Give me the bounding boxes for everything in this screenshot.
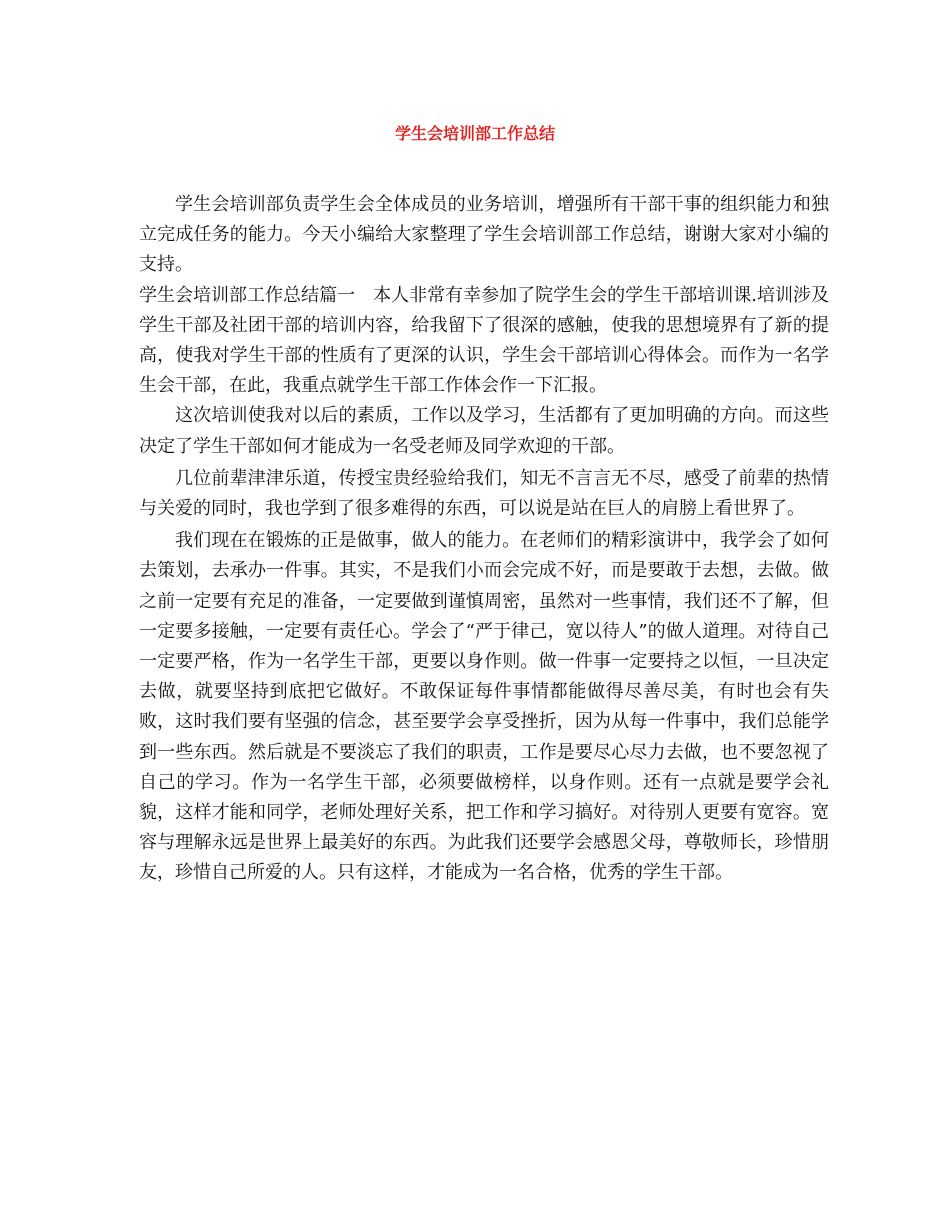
section-paragraph-1 (139, 281, 829, 402)
section-heading: 学生会培训部工作总结篇一 (139, 284, 356, 306)
paragraph-2: 这次培训使我对以后的素质，工作以及学习，生活都有了更加明确的方向。而这些决定了学生干部如何才能成为一名受老师及同学欢迎的干部。 (139, 405, 829, 457)
section-paragraph-1-text: 本人非常有幸参加了院学生会的学生干部培训课.培训涉及学生干部及社团干部的培训内容，给我留下了很深的感触，使我的思想境界有了新的提高，使我对学生干部的性质有了更深的认识，学生会干部培训心得体会。而作为一名学生会干部，在此，我重点就学生干部工作体会作一下汇报。 (139, 284, 829, 397)
document-title: 学生会培训部工作总结 (394, 124, 555, 143)
document-body (139, 190, 829, 889)
intro-paragraph: 学生会培训部负责学生会全体成员的业务培训，增强所有干部干事的组织能力和独立完成任务的能力。今天小编给大家整理了学生会培训部工作总结，谢谢大家对小编的支持。 (139, 194, 829, 276)
paragraph-4: 我们现在在锻炼的正是做事，做人的能力。在老师们的精彩演讲中，我学会了如何去策划，去承办一件事。其实，不是我们小而会完成不好，而是要敢于去想，去做。做之前一定要有充足的准备，一定要做到谨慎周密，虽然对一些事情，我们还不了解，但一定要多接触，一定要有责任心。学会了“严于律己，宽以待人”的做人道理。对待自己一定要严格，作为一名学生干部，更要以身作则。做一件事一定要持之以恒，一旦决定去做，就要坚持到底把它做好。不敢保证每件事情都能做得尽善尽美，有时也会有失败，这时我们要有坚强的信念，甚至要学会享受挫折，因为从每一件事中，我们总能学到一些东西。然后就是不要淡忘了我们的职责，工作是要尽心尽力去做，也不要忽视了自己的学习。作为一名学生干部，必须要做榜样，以身作则。还有一点就是要学会礼貌，这样才能和同学，老师处理好关系，把工作和学习搞好。对待别人更要有宽容。宽容与理解永远是世界上最美好的东西。为此我们还要学会感恩父母，尊敬师长，珍惜朋友，珍惜自己所爱的人。只有这样，才能成为一名合格，优秀的学生干部。 (139, 530, 829, 884)
paragraph-3: 几位前辈津津乐道，传授宝贵经验给我们，知无不言言无不尽，感受了前辈的热情与关爱的同时，我也学到了很多难得的东西，可以说是站在巨人的肩膀上看世界了。 (139, 467, 829, 520)
